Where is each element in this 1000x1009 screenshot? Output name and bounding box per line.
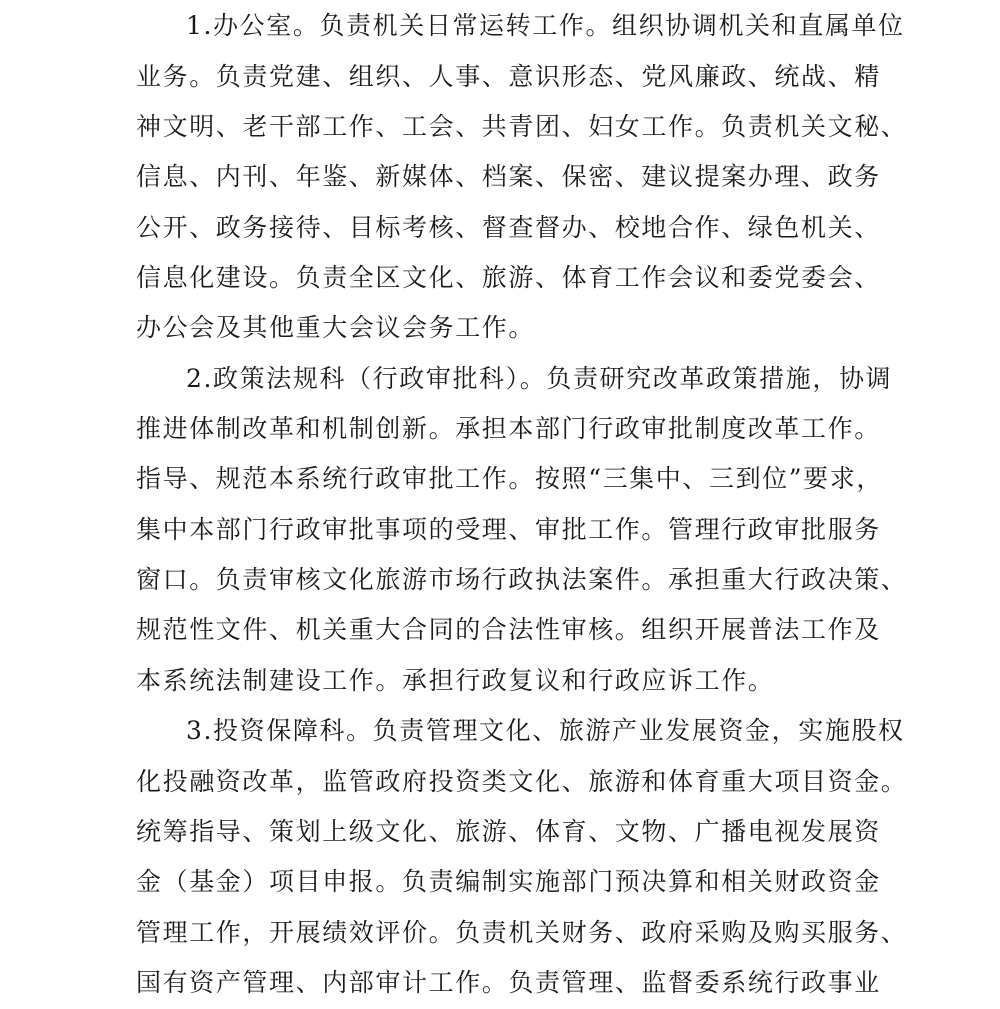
- paragraph-2-line-2: 推进体制改革和机制创新。承担本部门行政审批制度改革工作。: [136, 414, 881, 443]
- paragraph-3-line-5: 管理工作，开展绩效评价。负责机关财务、政府采购及购买服务、: [136, 918, 908, 947]
- paragraph-1-line-1: 1.办公室。负责机关日常运转工作。组织协调机关和直属单位: [186, 11, 905, 40]
- paragraph-1-line-4: 信息、内刊、年鉴、新媒体、档案、保密、建议提案办理、政务: [136, 162, 881, 191]
- paragraph-2-line-4: 集中本部门行政审批事项的受理、审批工作。管理行政审批服务: [136, 515, 881, 544]
- paragraph-1-line-3: 神文明、老干部工作、工会、共青团、妇女工作。负责机关文秘、: [136, 112, 908, 141]
- paragraph-2-line-1: 2.政策法规科（行政审批科）。负责研究改革政策措施，协调: [186, 364, 893, 393]
- paragraph-2-line-5: 窗口。负责审核文化旅游市场行政执法案件。承担重大行政决策、: [136, 565, 908, 594]
- paragraph-3-line-6: 国有资产管理、内部审计工作。负责管理、监督委系统行政事业: [136, 968, 881, 997]
- paragraph-2-line-7: 本系统法制建设工作。承担行政复议和行政应诉工作。: [136, 666, 775, 695]
- paragraph-3-line-1: 3.投资保障科。负责管理文化、旅游产业发展资金，实施股权: [186, 716, 905, 745]
- paragraph-2-line-3: 指导、规范本系统行政审批工作。按照“三集中、三到位”要求，: [136, 464, 883, 493]
- paragraph-1-line-7: 办公会及其他重大会议会务工作。: [136, 313, 536, 342]
- paragraph-1-line-5: 公开、政务接待、目标考核、督查督办、校地合作、绿色机关、: [136, 213, 881, 242]
- paragraph-3-line-3: 统筹指导、策划上级文化、旅游、体育、文物、广播电视发展资: [136, 817, 881, 846]
- paragraph-1-line-6: 信息化建设。负责全区文化、旅游、体育工作会议和委党委会、: [136, 263, 881, 292]
- paragraph-3-line-4: 金（基金）项目申报。负责编制实施部门预决算和相关财政资金: [136, 867, 881, 896]
- paragraph-3-line-2: 化投融资改革，监管政府投资类文化、旅游和体育重大项目资金。: [136, 767, 908, 796]
- paragraph-1-line-2: 业务。负责党建、组织、人事、意识形态、党风廉政、统战、精: [136, 62, 881, 91]
- paragraph-2-line-6: 规范性文件、机关重大合同的合法性审核。组织开展普法工作及: [136, 615, 881, 644]
